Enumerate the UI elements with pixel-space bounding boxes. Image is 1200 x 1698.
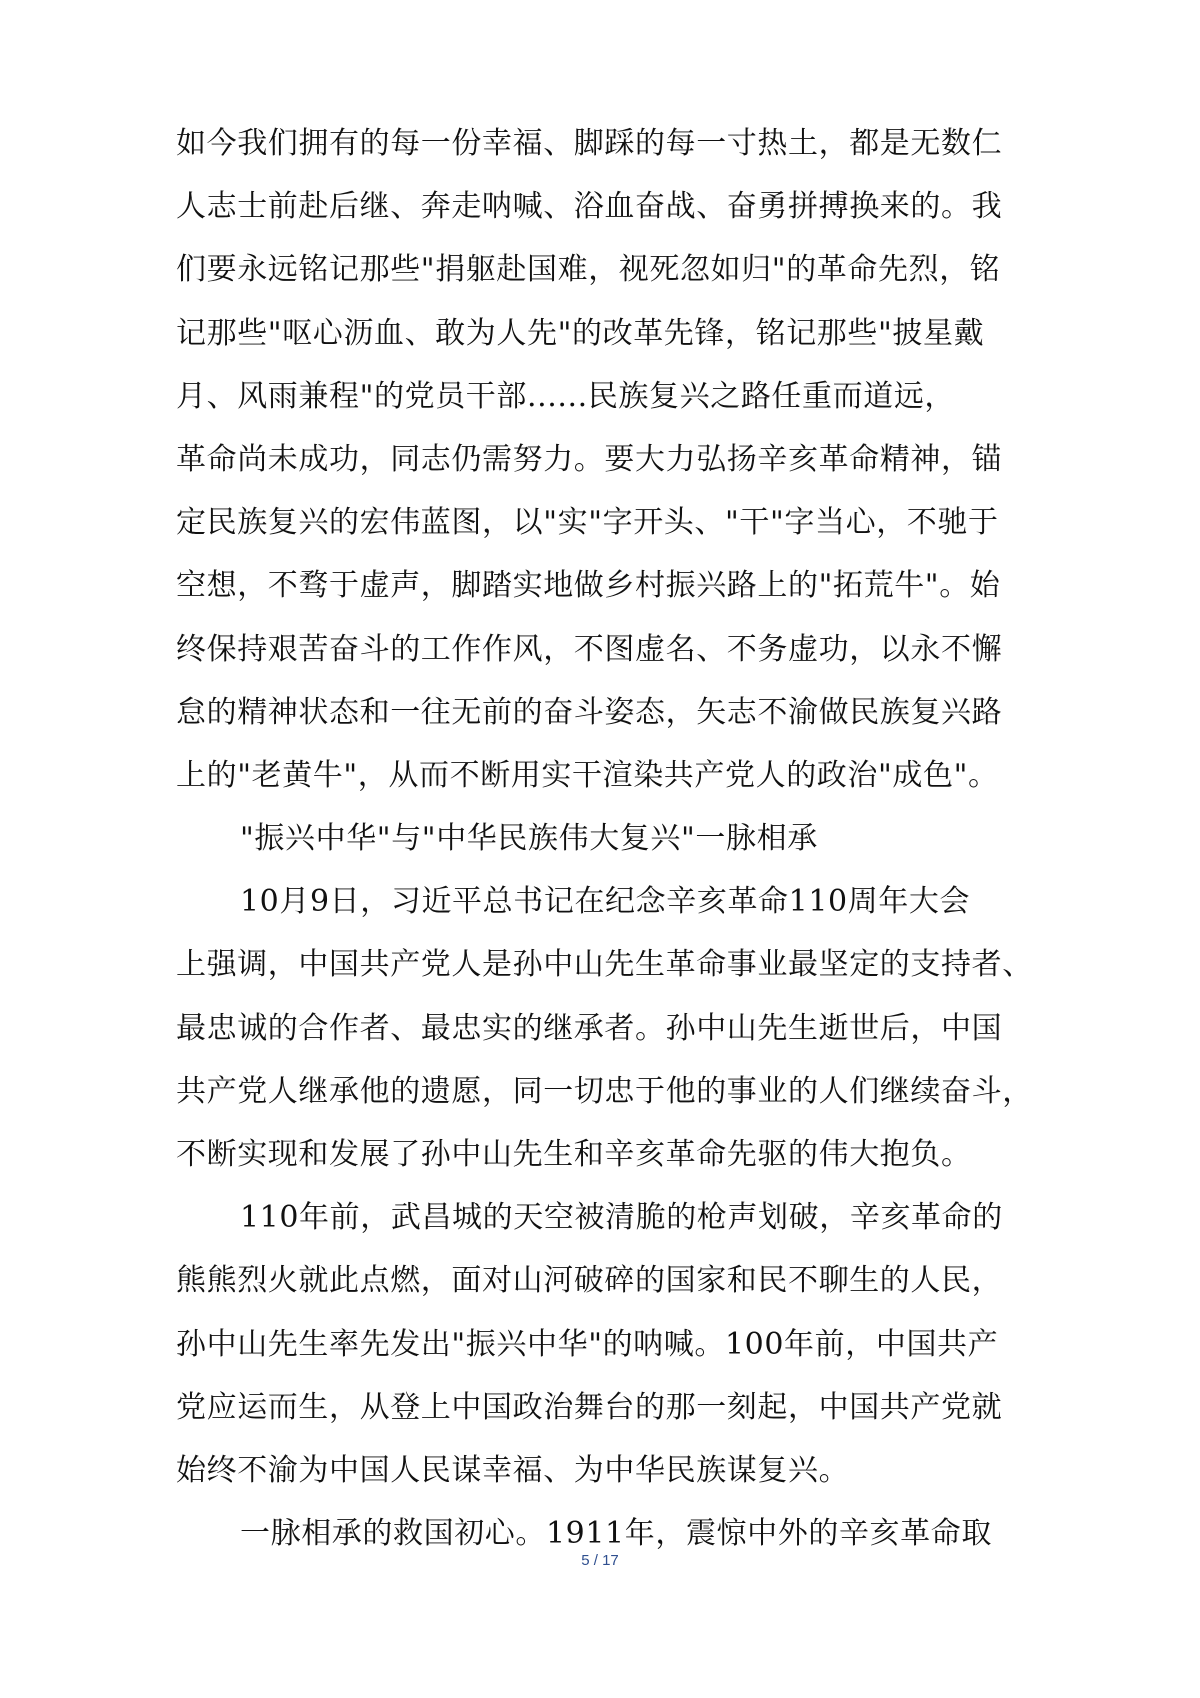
text-line: 终保持艰苦奋斗的工作作风，不图虚名、不务虚功，以永不懈 — [176, 631, 1003, 667]
text-line: 怠的精神状态和一往无前的奋斗姿态，矢志不渝做民族复兴路 — [176, 694, 1003, 730]
text-line: 共产党人继承他的遗愿，同一切忠于他的事业的人们继续奋斗， — [176, 1073, 1033, 1109]
text-line: 革命尚未成功，同志仍需努力。要大力弘扬辛亥革命精神，锚 — [176, 441, 1003, 477]
text-line: 始终不渝为中国人民谋幸福、为中华民族谋复兴。 — [176, 1452, 850, 1488]
text-line: 月、风雨兼程"的党员干部......民族复兴之路任重而道远， — [176, 378, 956, 414]
text-line: 如今我们拥有的每一份幸福、脚踩的每一寸热土，都是无数仁 — [176, 126, 1003, 161]
section-heading: "振兴中华"与"中华民族伟大复兴"一脉相承 — [240, 821, 818, 857]
text-line: 孙中山先生率先发出"振兴中华"的呐喊。100年前，中国共产 — [176, 1326, 999, 1362]
text-line: 不断实现和发展了孙中山先生和辛亥革命先驱的伟大抱负。 — [176, 1137, 972, 1172]
text-line: 空想，不骛于虚声，脚踏实地做乡村振兴路上的"拓荒牛"。始 — [176, 568, 1001, 604]
text-line: 一脉相承的救国初心。1911年，震惊中外的辛亥革命取 — [240, 1516, 992, 1552]
page-number: 5 / 17 — [581, 1552, 619, 1569]
text-line: 定民族复兴的宏伟蓝图，以"实"字开头、"干"字当心，不驰于 — [176, 505, 999, 541]
text-line: 记那些"呕心沥血、敢为人先"的改革先锋，铭记那些"披星戴 — [176, 315, 985, 351]
body-text — [176, 112, 1046, 1565]
text-line: 10月9日，习近平总书记在纪念辛亥革命110周年大会 — [240, 884, 971, 920]
text-line: 人志士前赴后继、奔走呐喊、浴血奋战、奋勇拼搏换来的。我 — [176, 189, 1003, 225]
text-line: 上强调，中国共产党人是孙中山先生革命事业最坚定的支持者、 — [176, 947, 1033, 983]
text-line: 党应运而生，从登上中国政治舞台的那一刻起，中国共产党就 — [176, 1389, 1003, 1425]
text-line: 上的"老黄牛"，从而不断用实干渲染共产党人的政治"成色"。 — [176, 757, 999, 793]
text-line: 最忠诚的合作者、最忠实的继承者。孙中山先生逝世后，中国 — [176, 1010, 1003, 1046]
text-line: 熊熊烈火就此点燃，面对山河破碎的国家和民不聊生的人民， — [176, 1263, 1003, 1299]
text-line: 们要永远铭记那些"捐躯赴国难，视死忽如归"的革命先烈，铭 — [176, 252, 1001, 288]
text-line: 110年前，武昌城的天空被清脆的枪声划破，辛亥革命的 — [240, 1200, 1003, 1236]
